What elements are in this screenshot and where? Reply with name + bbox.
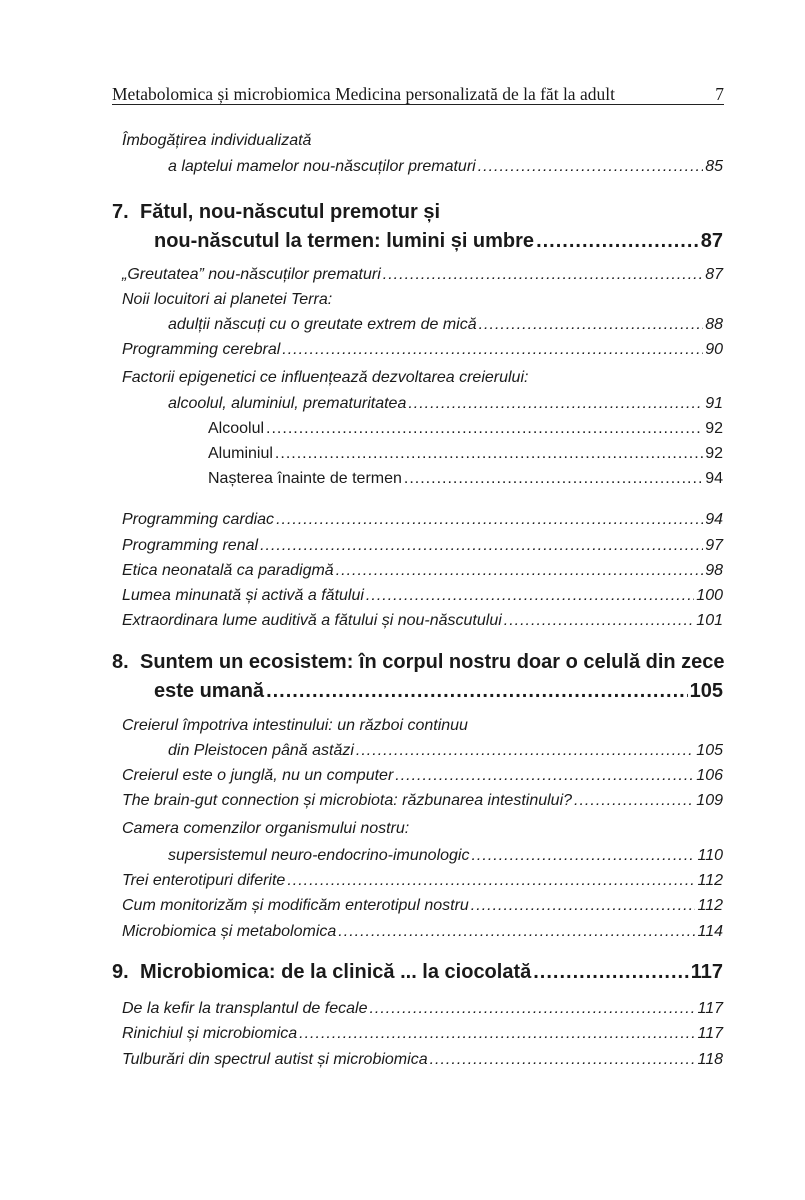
chapter-number: 9.: [112, 961, 129, 983]
leader-dots: [574, 790, 694, 812]
toc-entry[interactable]: [122, 870, 723, 892]
leader-dots: [430, 1049, 696, 1071]
chapter-page: 117: [690, 961, 723, 983]
leader-dots: [536, 227, 699, 255]
toc-entry[interactable]: [168, 845, 723, 867]
toc-entry[interactable]: [168, 393, 723, 415]
toc-entry[interactable]: [122, 765, 723, 787]
chapter-page: 105: [689, 680, 723, 702]
leader-dots: [336, 560, 704, 582]
toc-entry[interactable]: [122, 1049, 723, 1071]
chapter-heading: [140, 198, 723, 226]
leader-dots: [478, 156, 704, 178]
toc-entry-page: 85: [705, 158, 723, 175]
toc-entry-page: 88: [705, 316, 723, 333]
leader-dots: [404, 468, 703, 490]
toc-entry-title: Cum monitorizăm și modificăm enterotipul nostru: [122, 897, 469, 914]
toc-subentry[interactable]: [208, 443, 723, 465]
leader-dots: [471, 845, 695, 867]
toc-entry: [122, 715, 723, 737]
toc-entry[interactable]: [122, 535, 723, 557]
toc-entry-page: 109: [696, 792, 723, 809]
toc-entry-page: 97: [705, 537, 723, 554]
toc-entry-page: 87: [705, 266, 723, 283]
toc-entry-title: Programming cardiac: [122, 511, 275, 528]
toc-entry-title: Lumea minunată și activă a fătului: [122, 587, 364, 604]
chapter-heading[interactable]: [154, 227, 723, 255]
toc-entry[interactable]: [168, 314, 723, 336]
toc-entry-page: 105: [696, 742, 723, 759]
leader-dots: [266, 677, 688, 705]
toc-entry-page: 101: [696, 612, 723, 629]
chapter-title: este umană: [154, 680, 265, 702]
toc-entry[interactable]: [122, 610, 723, 632]
chapter-title: Suntem un ecosistem: în corpul nostru doar o celulă din zece: [140, 651, 725, 673]
toc-subentry[interactable]: [208, 468, 723, 490]
toc-entry-page: 92: [705, 445, 723, 462]
toc-entry-page: 98: [705, 562, 723, 579]
toc-entry-page: 112: [697, 872, 723, 889]
toc-entry-page: 94: [705, 470, 723, 487]
toc-entry-title: a laptelui mamelor nou-născuților prematuri: [168, 158, 476, 175]
toc-entry-page: 100: [696, 587, 723, 604]
toc-entry-page: 118: [697, 1051, 723, 1068]
chapter-title: Fătul, nou-născutul premotur și: [140, 201, 441, 223]
toc-entry[interactable]: [122, 509, 723, 531]
toc-entry[interactable]: [122, 560, 723, 582]
toc-entry[interactable]: [122, 790, 723, 812]
toc-entry-title: Noii locuitori ai planetei Terra:: [122, 291, 333, 308]
leader-dots: [356, 740, 694, 762]
leader-dots: [504, 610, 695, 632]
toc-entry-title: De la kefir la transplantul de fecale: [122, 1000, 368, 1017]
leader-dots: [275, 443, 703, 465]
chapter-heading[interactable]: [154, 677, 723, 705]
toc-subentry[interactable]: [208, 418, 723, 440]
toc-entry-page: 92: [705, 420, 723, 437]
toc-entry-title: alcoolul, aluminiul, prematuritatea: [168, 395, 407, 412]
toc-entry-page: 106: [696, 767, 723, 784]
toc-entry-page: 90: [705, 341, 723, 358]
toc-entry-title: Aluminiul: [208, 445, 273, 462]
page-number: 7: [715, 84, 724, 104]
toc-entry-title: Trei enterotipuri diferite: [122, 872, 286, 889]
toc-entry-title: Creierul împotriva intestinului: un război continuu: [122, 717, 468, 734]
toc-entry-title: Nașterea înainte de termen: [208, 470, 402, 487]
toc-entry-title: The brain-gut connection și microbiota: răzbunarea intestinului?: [122, 792, 573, 809]
toc-entry-page: 117: [697, 1000, 723, 1017]
toc-entry-title: Îmbogățirea individualizată: [122, 132, 312, 149]
toc-entry-title: Factorii epigenetici ce influențează dezvoltarea creierului:: [122, 369, 529, 386]
toc-entry[interactable]: [122, 339, 723, 361]
chapter-page: 87: [700, 230, 723, 252]
chapter-title: Microbiomica: de la clinică ... la ciocolată: [140, 961, 532, 983]
toc-entry[interactable]: [122, 895, 723, 917]
leader-dots: [408, 393, 703, 415]
toc-entry[interactable]: [122, 1023, 723, 1045]
toc-entry-page: 110: [697, 847, 723, 864]
leader-dots: [276, 509, 703, 531]
toc-entry-page: 94: [705, 511, 723, 528]
toc-entry-title: Alcoolul: [208, 420, 265, 437]
leader-dots: [471, 895, 696, 917]
toc-entry-title: Programming cerebral: [122, 341, 281, 358]
toc-entry-title: Etica neonatală ca paradigmă: [122, 562, 334, 579]
chapter-heading: [140, 648, 723, 676]
leader-dots: [479, 314, 704, 336]
toc-entry-title: Tulburări din spectrul autist și microbiomica: [122, 1051, 428, 1068]
toc-entry-title: adulții născuți cu o greutate extrem de mică: [168, 316, 477, 333]
leader-dots: [533, 958, 688, 986]
toc-entry[interactable]: [122, 998, 723, 1020]
toc-entry: [122, 130, 723, 152]
leader-dots: [287, 870, 695, 892]
chapter-title: nou-născutul la termen: lumini și umbre: [154, 230, 535, 252]
toc-entry[interactable]: [168, 156, 723, 178]
toc-entry-page: 114: [697, 923, 723, 940]
toc-entry-title: din Pleistocen până astăzi: [168, 742, 354, 759]
toc-entry-title: Rinichiul și microbiomica: [122, 1025, 298, 1042]
toc-entry-title: supersistemul neuro-endocrino-imunologic: [168, 847, 470, 864]
toc-entry-title: Programming renal: [122, 537, 259, 554]
toc-entry-page: 112: [697, 897, 723, 914]
chapter-heading[interactable]: [140, 958, 723, 986]
toc-entry-title: Extraordinara lume auditivă a fătului și nou-născutului: [122, 612, 502, 629]
toc-entry: [122, 289, 723, 311]
toc-entry-title: Microbiomica și metabolomica: [122, 923, 337, 940]
leader-dots: [299, 1023, 695, 1045]
leader-dots: [366, 585, 694, 607]
leader-dots: [260, 535, 703, 557]
leader-dots: [282, 339, 703, 361]
toc-entry: [122, 367, 723, 389]
toc-entry[interactable]: [168, 740, 723, 762]
toc-entry: [122, 818, 723, 840]
toc-entry-title: Creierul este o junglă, nu un computer: [122, 767, 394, 784]
toc-entry-title: „Greutatea” nou-născuților prematuri: [122, 266, 381, 283]
toc-entry[interactable]: [122, 921, 723, 943]
chapter-number: 8.: [112, 651, 129, 673]
leader-dots: [369, 998, 695, 1020]
toc-entry-title: Camera comenzilor organismului nostru:: [122, 820, 410, 837]
running-header-title: Metabolomica și microbiomica Medicina personalizată de la făt la adult: [112, 84, 615, 104]
leader-dots: [395, 765, 694, 787]
running-header: [112, 84, 724, 105]
leader-dots: [338, 921, 695, 943]
leader-dots: [383, 264, 703, 286]
toc-entry[interactable]: [122, 585, 723, 607]
leader-dots: [266, 418, 703, 440]
toc-entry-page: 117: [697, 1025, 723, 1042]
toc-entry[interactable]: [122, 264, 723, 286]
toc-entry-page: 91: [705, 395, 723, 412]
chapter-number: 7.: [112, 201, 129, 223]
